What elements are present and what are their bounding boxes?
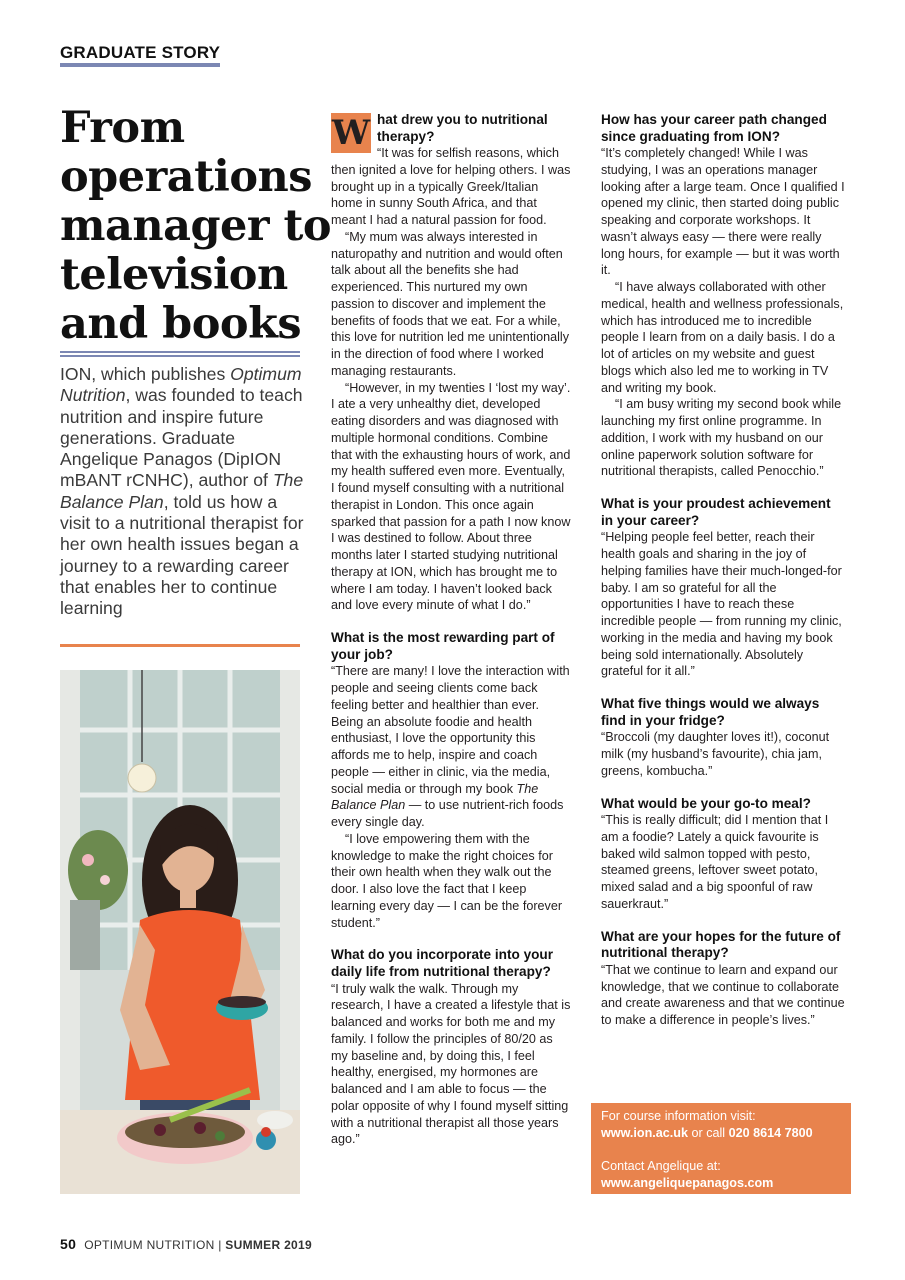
body-paragraph: “However, in my twenties I ‘lost my way’. I ate a very unhealthy diet, developed eating disorders and was diagnosed with multiple hormonal conditions. Combine that with the exhausting hours of work, and my health suffered even more. Eventually, I found myself consulting with a nutritional therapist in London. This once again sparked that passion for a path I now know I was destined to follow. About three months later I started studying nutritional therapy at ION, which has brought me to where I am today. I haven’t looked back and love every minute of what I do.” bbox=[331, 380, 571, 613]
intro-text-2: , was founded to teach nutrition and inspire future generations. Graduate Angelique Panagos (DipION mBANT rCNHC), author of bbox=[60, 385, 303, 491]
body-paragraph: “I have always collaborated with other medical, health and wellness professionals, which has introduced me to incredible people I learn from on a daily basis. I do a lot of articles on my website and guest blogs which also led me to working in TV and writing my book. bbox=[601, 280, 844, 395]
page-footer bbox=[60, 1236, 312, 1252]
ion-website-link[interactable]: www.ion.ac.uk bbox=[601, 1125, 689, 1140]
intro-publication-title: Optimum Nutrition bbox=[60, 364, 302, 406]
intro-standfirst bbox=[60, 364, 308, 620]
body-paragraph: “It’s completely changed! While I was studying, I was an operations manager looking after a large team. Once I qualified I opened my clinic, then started doing public speaking and corporate workshops. It wasn’t always easy — there were really long hours, for example — but it was worth it. bbox=[601, 146, 845, 278]
footer-separator: | bbox=[214, 1238, 226, 1252]
info-spacer bbox=[601, 1142, 841, 1159]
intro-text-1: ION, which publishes bbox=[60, 364, 231, 384]
info-course-label: For course information visit: bbox=[601, 1109, 756, 1123]
body-text: “There are many! I love the interaction with people and seeing clients come back feeling better and healthier than ever. Being an absolute foodie and health enthusiast, I love the opportunity this affords me to help, inspire and coach people — either in clinic, via the media, social media or through my book bbox=[331, 664, 570, 796]
portrait-illustration bbox=[60, 670, 300, 1194]
intro-book-title: The Balance Plan bbox=[60, 470, 304, 512]
section-label: GRADUATE STORY bbox=[60, 44, 220, 67]
body-paragraph: “My mum was always interested in naturopathy and nutrition and would often talk about all the benefits she had experienced. This nurtured my own passion to discover and implement the benefits of foods that we eat. For a while, this love for nutrition led me unintentionally in the direction of food where I worked managing restaurants. bbox=[331, 229, 570, 378]
question-heading: What five things would we always find in your fridge? bbox=[601, 696, 820, 728]
body-paragraph: “Broccoli (my daughter loves it!), coconut milk (my husband’s favourite), chia jam, greens, kombucha.” bbox=[601, 730, 830, 778]
headline: From operations manager to television and books bbox=[60, 103, 332, 349]
info-contact-line bbox=[601, 1175, 841, 1192]
body-paragraph: “I truly walk the walk. Through my research, I have a created a lifestyle that is balanced and works for both me and my family. I follow the principles of 80/20 as my baseline and, by doing this, I feel healthy, energised, my hormones are balanced and I am able to focus — the polar opposite of why I found myself sitting with a nutritional therapist all those years ago.” bbox=[331, 981, 571, 1147]
info-contact-label: Contact Angelique at: bbox=[601, 1159, 721, 1174]
angelique-website-link[interactable]: www.angeliquepanagos.com bbox=[601, 1176, 774, 1191]
article-column-3 bbox=[601, 112, 845, 1029]
phone-number: 020 8614 7800 bbox=[728, 1125, 813, 1140]
issue-name: SUMMER 2019 bbox=[225, 1238, 312, 1252]
body-paragraph: “I love empowering them with the knowledge to make the right choices for their own health when they walk out the door. I also love the fact that I keep learning every day — I can be the forever student.” bbox=[331, 831, 563, 930]
question-heading: What is your proudest achievement in your career? bbox=[601, 496, 831, 528]
portrait-photo bbox=[60, 670, 300, 1194]
book-title: The Balance Plan bbox=[331, 781, 539, 813]
body-paragraph: “This is really difficult; did I mention that I am a foodie? Lately a quick favourite is baked wild salmon topped with pesto, steamed greens, leftover sweet potato, mixed salad and a big spoonful of raw sauerkraut.” bbox=[601, 813, 829, 911]
body-paragraph: “I am busy writing my second book while launching my first online programme. In addition, I work with my husband on our online paperwork solution software for nutritional therapists, called Penocchio.” bbox=[601, 397, 842, 479]
info-course-line bbox=[601, 1125, 841, 1142]
info-box bbox=[591, 1103, 851, 1194]
question-heading: What are your hopes for the future of nutritional therapy? bbox=[601, 928, 841, 961]
question-heading: How has your career path changed since graduating from ION? bbox=[601, 112, 827, 144]
intro-divider bbox=[60, 644, 300, 647]
drop-cap: W bbox=[331, 113, 371, 153]
article-column-2 bbox=[331, 112, 571, 1148]
body-text: — to use nutrient-rich foods every single day. bbox=[331, 798, 564, 830]
question-heading: What is the most rewarding part of your job? bbox=[331, 630, 555, 662]
headline-divider bbox=[60, 351, 300, 357]
page-number: 50 bbox=[60, 1236, 77, 1252]
body-paragraph: “It was for selfish reasons, which then ignited a love for helping others. I was brought up in a typically Greek/Italian home in sunny South Africa, and that meant I had a natural passion for food. bbox=[331, 146, 571, 228]
publication-name: OPTIMUM NUTRITION bbox=[84, 1238, 215, 1252]
intro-text-3: , told us how a visit to a nutritional therapist for her own health issues began a journey to a rewarding career that enables her to continue learning bbox=[60, 491, 304, 619]
question-heading: What would be your go-to meal? bbox=[601, 795, 811, 811]
question-heading: What do you incorporate into your daily life from nutritional therapy? bbox=[331, 947, 554, 979]
body-paragraph: “Helping people feel better, reach their health goals and sharing in the joy of helping families have their much-longed-for baby. I am so grateful for all the opportunities I have to reach these incredible people — from running my clinic, working in the media and having my book being sold internationally. Absolutely grateful for it all.” bbox=[601, 530, 842, 679]
body-paragraph: “That we continue to learn and expand our knowledge, that we continue to collaborate and create awareness and that we continue to make a difference in people’s lives.” bbox=[601, 962, 845, 1028]
question-heading: hat drew you to nutritional therapy? bbox=[377, 112, 548, 144]
body-paragraph bbox=[331, 663, 571, 831]
info-or-call: or call bbox=[688, 1125, 729, 1140]
